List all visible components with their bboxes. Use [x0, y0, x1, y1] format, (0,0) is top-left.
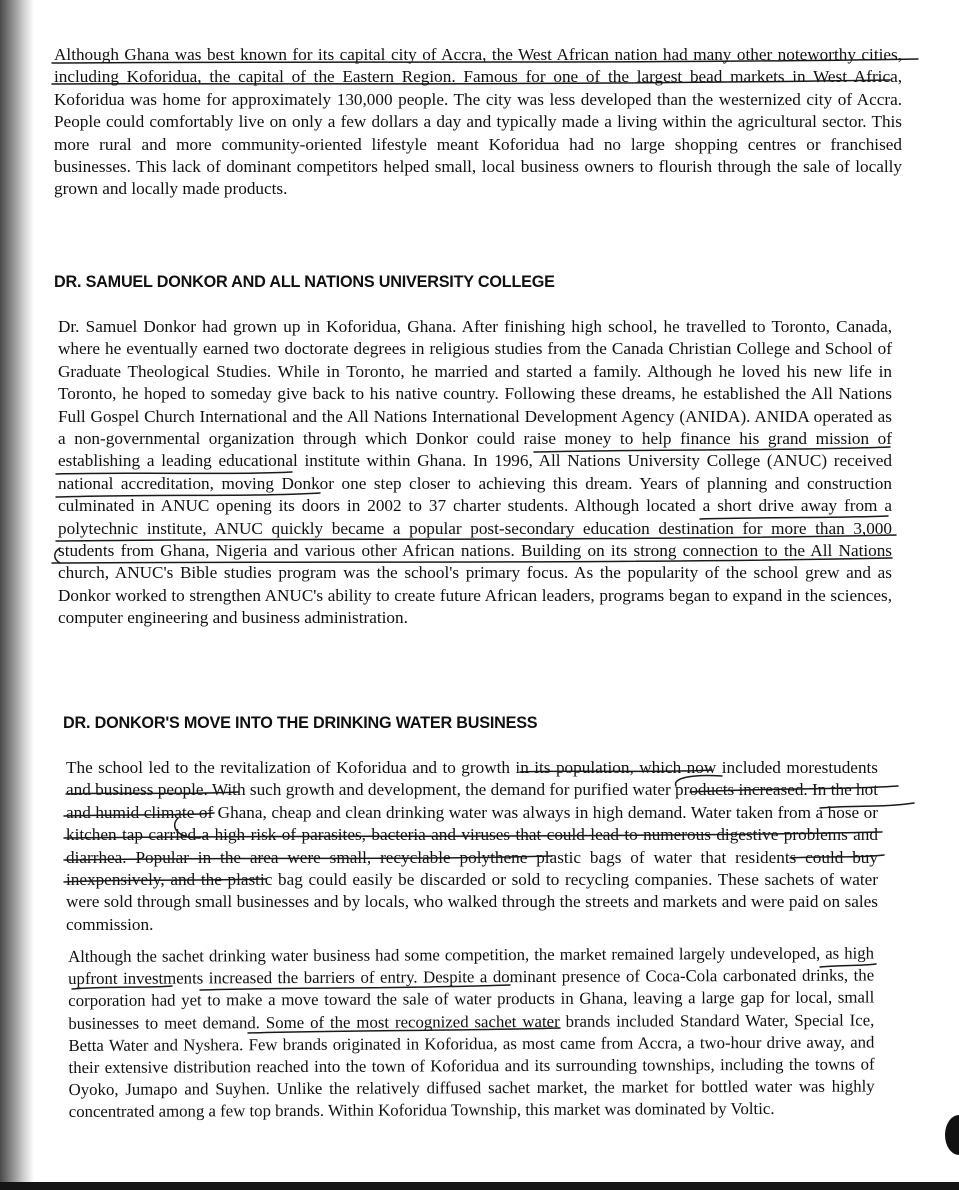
scan-ink-blot: [945, 1115, 959, 1155]
water-business-paragraph-2: Although the sachet drinking water business had some competition, the market remained largely undeveloped, as high upfront investments increased the barriers of entry. Despite a dominant presence of Coca-Cola carbonated drinks, the corporation had yet to make a move toward the sale of water products in Ghana, leaving a large gap for local, small businesses to meet demand. Some of the most recognized sachet water brands included Standard Water, Special Ice, Betta Water and Nyshera. Few brands originated in Koforidua, as most came from Accra, a two-hour drive away, and their extensive distribution reached into the town of Koforidua and its surrounding townships, including the towns of Oyoko, Jumapo and Suyhen. Unlike the relatively diffused sachet market, the market for bottled water was highly concentrated among a few top brands. Within Koforidua Township, this market was dominated by Voltic.: [68, 943, 875, 1122]
section-heading-water-business: DR. DONKOR'S MOVE INTO THE DRINKING WATER BUSINESS: [63, 714, 538, 732]
scan-left-shadow: [0, 0, 34, 1190]
water-business-paragraph-1: The school led to the revitalization of Koforidua and to growth in its population, which now included morestudents and business people. With such growth and development, the demand for purified water products increased. In the hot and humid climate of Ghana, cheap and clean drinking water was always in high demand. Water taken from a hose or kitchen tap carried a high risk of parasites, bacteria and viruses that could lead to numerous digestive problems and diarrhea. Popular in the area were small, recyclable polythene plastic bags of water that residents could buy inexpensively, and the plastic bag could easily be discarded or sold to recycling companies. These sachets of water were sold through small businesses and by locals, who walked through the streets and markets and were paid on sales commission.: [66, 758, 878, 934]
section-heading-donkor-anuc: DR. SAMUEL DONKOR AND ALL NATIONS UNIVERSITY COLLEGE: [54, 273, 555, 291]
intro-paragraph: Although Ghana was best known for its capital city of Accra, the West African nation had many other noteworthy cities, including Koforidua, the capital of the Eastern Region. Famous for one of the largest bead markets in West Africa, Koforidua was home for approximately 130,000 people. The city was less developed than the westernized city of Accra. People could comfortably live on only a few dollars a day and typically made a living within the agricultural sector. This more rural and more community-oriented lifestyle meant Koforidua had no large shopping centres or franchised businesses. This lack of dominant competitors helped small, local business owners to flourish through the sale of locally grown and locally made products.: [54, 45, 902, 199]
donkor-anuc-paragraph: Dr. Samuel Donkor had grown up in Koforidua, Ghana. After finishing high school, he travelled to Toronto, Canada, where he eventually earned two doctorate degrees in religious studies from the Canada Christian College and School of Graduate Theological Studies. While in Toronto, he married and started a family. Although he loved his new life in Toronto, he hoped to someday give back to his native country. Following these dreams, he established the All Nations Full Gospel Church International and the All Nations International Development Agency (ANIDA). ANIDA operated as a non-governmental organization through which Donkor could raise money to help finance his grand mission of establishing a leading educational institute within Ghana. In 1996, All Nations University College (ANUC) received national accreditation, moving Donkor one step closer to achieving this dream. Years of planning and construction culminated in ANUC opening its doors in 2002 to 37 charter students. Although located a short drive away from a polytechnic institute, ANUC quickly became a popular post-secondary education destination for more than 3,000 students from Ghana, Nigeria and various other African nations. Building on its strong connection to the All Nations church, ANUC's Bible studies program was the school's primary focus. As the popularity of the school grew and as Donkor worked to strengthen ANUC's ability to create future African leaders, programs began to expand in the sciences, computer engineering and business administration.: [58, 317, 892, 628]
scan-bottom-edge: [0, 1182, 959, 1190]
